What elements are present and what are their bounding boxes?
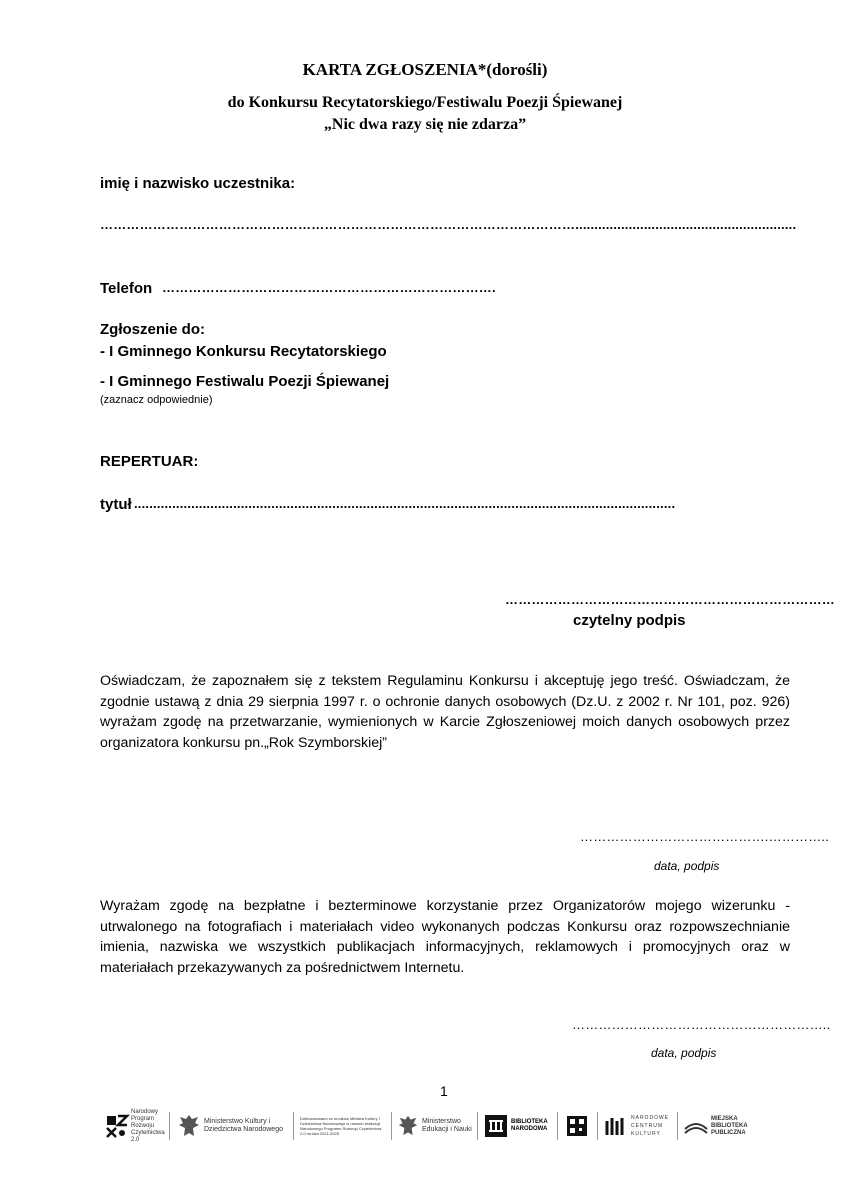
page-subtitle: do Konkursu Recytatorskiego/Festiwalu Poezji Śpiewanej bbox=[227, 94, 623, 111]
signature-field[interactable]: ………………………………………………………………… bbox=[505, 592, 835, 607]
nck-icon bbox=[605, 1115, 627, 1137]
entry-option-poetry-festival[interactable]: - I Gminnego Festiwalu Poezji Śpiewanej bbox=[100, 373, 390, 390]
eagle-icon bbox=[397, 1112, 419, 1140]
qr-icon bbox=[567, 1116, 587, 1136]
men-logo bbox=[397, 1108, 472, 1144]
logo-divider bbox=[477, 1112, 478, 1140]
sponsor-logos bbox=[105, 1108, 765, 1144]
name-field[interactable]: ……………………………………………………………………………………………….......................................................... bbox=[100, 217, 797, 232]
entry-hint: (zaznacz odpowiednie) bbox=[100, 394, 213, 406]
funding-note bbox=[300, 1108, 386, 1144]
repertoire-label: REPERTUAR: bbox=[100, 453, 199, 470]
date-signature-label-1: data, podpis bbox=[654, 859, 720, 873]
page-title: KARTA ZGŁOSZENIA*(dorośli) bbox=[302, 60, 548, 79]
eagle-icon bbox=[177, 1112, 201, 1140]
nck-logo bbox=[605, 1108, 667, 1144]
mkidn-logo bbox=[177, 1108, 290, 1144]
npr-logo bbox=[105, 1108, 163, 1144]
npr-text: Narodowy Program Rozwoju Czytelnictwa 2.0 bbox=[131, 1108, 165, 1143]
mbp-logo bbox=[683, 1108, 751, 1144]
name-label: imię i nazwisko uczestnika: bbox=[100, 175, 296, 192]
npr-icon bbox=[105, 1112, 129, 1140]
logo-divider bbox=[597, 1112, 598, 1140]
nck-text: NARODOWE CENTRUM KULTURY bbox=[631, 1115, 669, 1137]
men-text: Ministerstwo Edukacji i Nauki bbox=[422, 1118, 472, 1133]
signature-label: czytelny podpis bbox=[573, 612, 686, 629]
mbp-text: MIEJSKA BIBLIOTEKA PUBLICZNA bbox=[711, 1115, 748, 1136]
page-number: 1 bbox=[440, 1083, 448, 1099]
entry-label: Zgłoszenie do: bbox=[100, 321, 205, 338]
date-signature-field-2[interactable]: ………………………………………………….. bbox=[572, 1017, 831, 1032]
logo-divider bbox=[169, 1112, 170, 1140]
funding-text: Dofinansowano ze środków Ministra Kultury i Dziedzictwa Narodowego w ramach realizacji Narodowego Programu Rozwoju Czytelnictwa 2.0 na lata 2021-2025 bbox=[300, 1116, 382, 1136]
phone-field[interactable]: …………………………………………………………………. bbox=[162, 280, 496, 295]
logo-divider bbox=[391, 1112, 392, 1140]
title-label: tytuł bbox=[100, 496, 132, 513]
book-icon bbox=[683, 1115, 709, 1137]
qr-logo bbox=[567, 1108, 587, 1144]
entry-option-recitation[interactable]: - I Gminnego Konkursu Recytatorskiego bbox=[100, 343, 387, 360]
logo-divider bbox=[293, 1112, 294, 1140]
title-field[interactable]: .............................................................................................................................................. bbox=[134, 496, 676, 511]
library-icon bbox=[485, 1115, 507, 1137]
phone-label: Telefon bbox=[100, 280, 153, 297]
logo-divider bbox=[677, 1112, 678, 1140]
logo-divider bbox=[557, 1112, 558, 1140]
page-motto: „Nic dwa razy się nie zdarza” bbox=[323, 116, 527, 133]
mkidn-text: Ministerstwo Kultury i Dziedzictwa Narodowego bbox=[204, 1118, 283, 1133]
image-consent-paragraph: Wyrażam zgodę na bezpłatne i bezterminowe korzystanie przez Organizatorów mojego wizerunku - utrwalonego na fotografiach i materiałach video wykonanych podczas Konkursu oraz rozpowszechnianie imienia, nazwiska we wszystkich publikacjach informacyjnych, reklamowych i promocyjnych oraz w materiałach przekazywanych za pośrednictwem Internetu. bbox=[100, 898, 790, 976]
date-signature-label-2: data, podpis bbox=[651, 1046, 717, 1060]
bn-logo bbox=[485, 1108, 551, 1144]
date-signature-field-1[interactable]: …………………………………….………….. bbox=[580, 829, 830, 844]
bn-text: BIBLIOTEKA NARODOWA bbox=[511, 1119, 548, 1132]
data-consent-paragraph: Oświadczam, że zapoznałem się z tekstem Regulaminu Konkursu i akceptuję jego treść. Oświadczam, że zgodnie ustawą z dnia 29 sierpnia 1997 r. o ochronie danych osobowych (Dz.U. z 2002 r. Nr 101, poz. 926) wyrażam zgodę na przetwarzanie, wymienionych w Karcie Zgłoszeniowej moich danych osobowych przez organizatora konkursu pn.„Rok Szymborskiej” bbox=[100, 673, 790, 751]
